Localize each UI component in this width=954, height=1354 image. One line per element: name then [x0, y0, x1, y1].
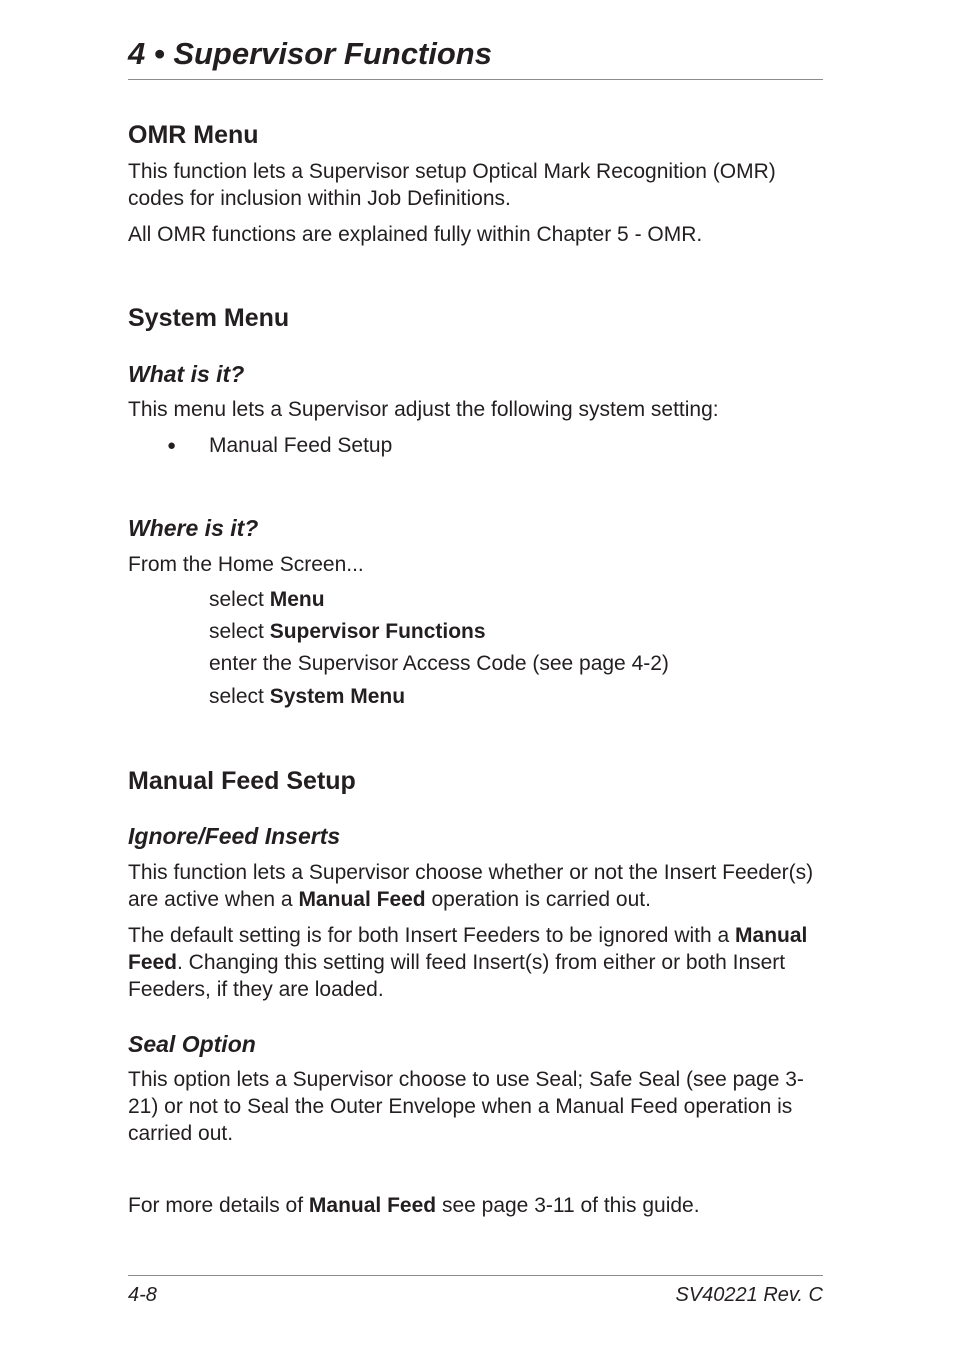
- bullet-item: Manual Feed Setup: [209, 434, 393, 457]
- step-item: [209, 586, 325, 613]
- page-number: 4-8: [128, 1284, 157, 1306]
- step-text: select: [209, 685, 270, 708]
- bold-run: Manual Feed: [298, 888, 426, 911]
- step-text: select: [209, 620, 270, 643]
- document-reference: SV40221 Rev. C: [675, 1284, 823, 1306]
- omr-description: This function lets a Supervisor setup Optical Mark Recognition (OMR) codes for inclusion within Job Definitions.: [128, 160, 776, 210]
- system-menu-heading: System Menu: [128, 304, 290, 332]
- step-bold: Supervisor Functions: [269, 620, 486, 643]
- step-item: [209, 650, 669, 677]
- system-menu-description: This menu lets a Supervisor adjust the following system setting:: [128, 398, 719, 421]
- ignore-feed-inserts-heading: Ignore/Feed Inserts: [128, 823, 341, 849]
- text-run: . Changing this setting will feed Insert(s) from either or both Insert Feeders, if they are loaded.: [128, 951, 786, 1001]
- omr-reference: All OMR functions are explained fully within Chapter 5 - OMR.: [128, 223, 703, 246]
- omr-menu-heading: OMR Menu: [128, 121, 259, 149]
- text-run: The default setting is for both Insert Feeders to be ignored with a: [128, 924, 736, 947]
- text-run: operation is carried out.: [425, 888, 651, 911]
- bullet-icon: ●: [167, 437, 177, 454]
- ignore-description: [128, 859, 823, 913]
- step-item: [209, 618, 486, 645]
- text-run: This function lets a Supervisor choose whether or not the Insert Feeder(s) are active when a: [128, 861, 814, 911]
- manual-feed-setup-heading: Manual Feed Setup: [128, 767, 356, 795]
- step-text: enter the Supervisor Access Code (see page 4-2): [209, 652, 669, 675]
- bold-run: Manual Feed: [308, 1194, 437, 1217]
- chapter-title: 4 • Supervisor Functions: [128, 36, 492, 71]
- default-setting-description: [128, 922, 823, 1003]
- text-run: see page 3-11 of this guide.: [436, 1194, 700, 1217]
- seal-option-description: This option lets a Supervisor choose to use Seal; Safe Seal (see page 3-21) or not to Seal the Outer Envelope when a Manual Feed operation is carried out.: [128, 1068, 804, 1145]
- bold-run: Manual Feed: [128, 924, 808, 974]
- step-item: [209, 683, 405, 710]
- step-bold: Menu: [269, 588, 325, 611]
- where-description: From the Home Screen...: [128, 553, 364, 576]
- where-is-it-heading: Where is it?: [128, 515, 259, 541]
- step-bold: System Menu: [269, 685, 406, 708]
- text-run: For more details of: [128, 1194, 309, 1217]
- header-rule: [128, 79, 823, 80]
- footer-rule: [128, 1275, 823, 1276]
- what-is-it-heading: What is it?: [128, 361, 245, 387]
- details-reference: [128, 1192, 823, 1219]
- seal-option-heading: Seal Option: [128, 1031, 256, 1057]
- step-text: select: [209, 588, 270, 611]
